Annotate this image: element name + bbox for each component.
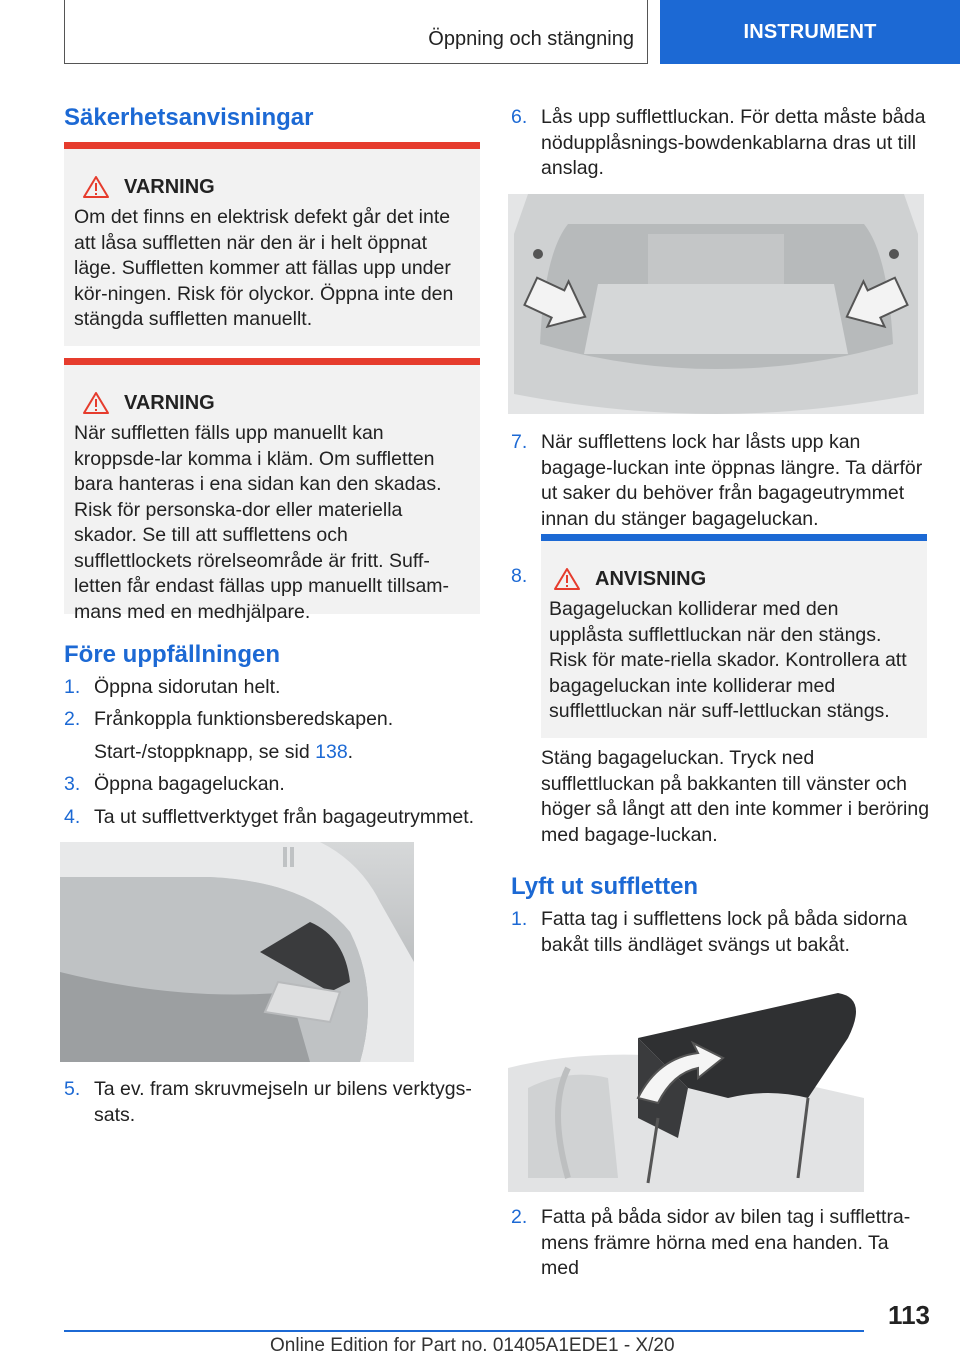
reference-end: . <box>347 741 354 763</box>
list-text: Ta ut sufflettverktyget från bagageutrymmet. <box>94 806 475 828</box>
reference-text: Start-/stoppknapp, se sid <box>94 741 316 763</box>
list-item <box>64 805 480 831</box>
list-item <box>511 105 927 182</box>
list-number: 8. <box>511 565 528 587</box>
list-text: När sufflettens lock har låsts upp kan bagage-luckan inte öppnas längre. Ta därför ut saker du behöver från bagageutrymmet innan du stänger bagageluckan. <box>541 431 923 530</box>
photo-convertible-top <box>508 978 864 1192</box>
notice-header <box>553 567 917 591</box>
list-text: Lås upp sufflettluckan. För detta måste båda nödupplåsnings-bowdenkablarna dras ut till anslag. <box>541 106 926 179</box>
photo-trunk-release-cables <box>508 194 924 414</box>
warning-triangle-icon <box>82 391 110 415</box>
list-item <box>64 675 480 701</box>
list-item <box>511 430 931 532</box>
page-number: 113 <box>888 1300 930 1330</box>
list-number: 4. <box>64 806 81 828</box>
heading-before-raising: Före uppfällningen <box>64 641 280 668</box>
list-item <box>64 1077 480 1128</box>
notice-triangle-icon <box>553 567 581 591</box>
list-number: 2. <box>511 1206 528 1228</box>
header-section-title: Öppning och stängning <box>428 28 634 50</box>
list-number: 6. <box>511 106 528 128</box>
warning-box-2 <box>64 358 480 623</box>
page-link[interactable]: 138 <box>315 741 348 763</box>
warning-1-header <box>82 175 470 199</box>
list-text: Öppna bagageluckan. <box>94 773 285 795</box>
list-text: Frånkoppla funktionsberedskapen. <box>94 708 394 730</box>
list-number: 7. <box>511 431 528 453</box>
list-text: Ta ev. fram skruvmejseln ur bilens verktygs-sats. <box>94 1078 472 1126</box>
photo-trunk-tool <box>60 842 414 1062</box>
notice-box <box>541 534 927 738</box>
warning-triangle-icon <box>82 175 110 199</box>
heading-lift-top: Lyft ut suffletten <box>511 873 699 900</box>
warning-1-body: Om det finns en elektrisk defekt går det inte att låsa suffletten när den är i helt öppnat läge. Suffletten kommer att fällas upp under kör-ningen. Risk för olyckor. Öppna inte den stängda suffletten manuellt. <box>74 206 454 330</box>
header-tab-label: INSTRUMENT <box>743 20 877 43</box>
notice-title: ANVISNING <box>595 567 707 590</box>
list-text: Fatta tag i sufflettens lock på båda sidorna bakåt tills ändläget svängs ut bakåt. <box>541 908 908 956</box>
list-text: Öppna sidorutan helt. <box>94 676 281 698</box>
list-text: Fatta på båda sidor av bilen tag i sufflettra-mens främre hörna med ena handen. Ta med <box>541 1206 911 1279</box>
header-tab[interactable] <box>660 0 960 64</box>
warning-1-title: VARNING <box>124 175 215 198</box>
list-item <box>511 907 927 958</box>
list-item <box>64 707 480 733</box>
list-item <box>511 1205 931 1282</box>
step-2-reference <box>94 740 480 766</box>
footer-edition: Online Edition for Part no. 01405A1EDE1 - X/20 <box>270 1335 675 1356</box>
list-item <box>64 772 480 798</box>
warning-2-body: När suffletten fälls upp manuellt kan kroppsde-lar komma i kläm. Om suffletten bara hanteras i ena sidan kan den skadas. Risk för personska-dor eller materiella skador. Se till att sufflettens och sufflettlockets rörelseområde är fritt. Suff-letten får endast fällas upp manuellt tillsam-mans med en medhjälpare. <box>74 422 450 623</box>
list-number: 5. <box>64 1078 81 1100</box>
list-number: 1. <box>511 908 528 930</box>
list-number: 1. <box>64 676 81 698</box>
warning-2-title: VARNING <box>124 391 215 414</box>
notice-body: Bagageluckan kolliderar med den upplåsta sufflettluckan när den stängs. Risk för mate-riella skador. Kontrollera att bagageluckan inte kolliderar med sufflettluckan när suff-lettluckan stängs. <box>549 598 907 722</box>
list-number: 2. <box>64 708 81 730</box>
footer-divider <box>64 1330 864 1332</box>
heading-safety: Säkerhetsanvisningar <box>64 104 314 131</box>
warning-2-header <box>82 391 470 415</box>
step-8-text: Stäng bagageluckan. Tryck ned sufflettluckan på bakkanten till vänster och höger så långt att den inte kommer i beröring med bagage-luckan. <box>541 747 930 846</box>
warning-box-1 <box>64 142 480 346</box>
list-number: 3. <box>64 773 81 795</box>
